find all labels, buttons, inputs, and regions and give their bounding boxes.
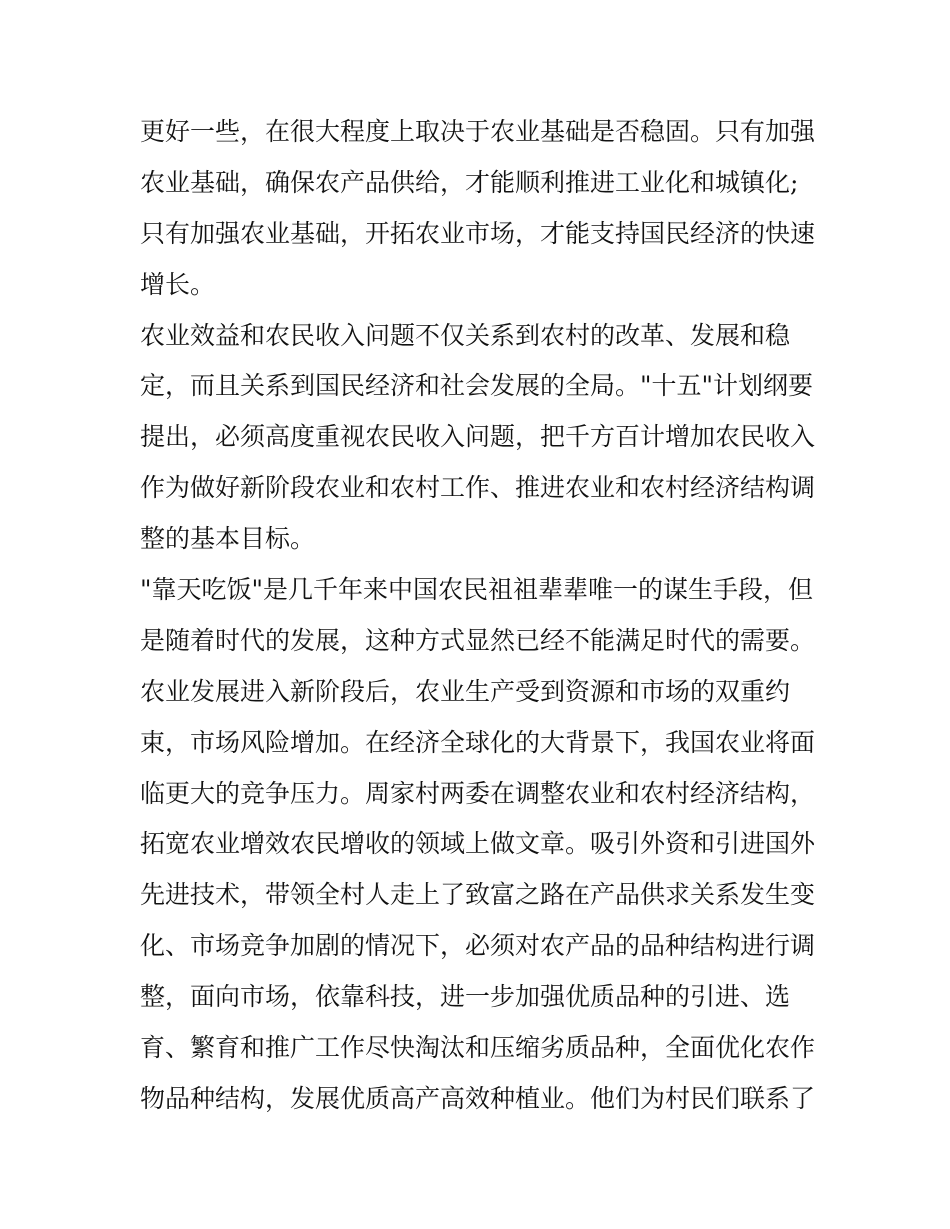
text-line: 物品种结构，发展优质高产高效种植业。他们为村民们联系了 [140, 1083, 816, 1113]
text-line: 化、市场竞争加剧的情况下，必须对农产品的品种结构进行调 [140, 931, 816, 961]
text-line: 定，而且关系到国民经济和社会发展的全局。"十五"计划纲要 [140, 371, 814, 401]
text-line: 农业发展进入新阶段后，农业生产受到资源和市场的双重约 [140, 676, 791, 706]
text-line: 增长。 [140, 269, 216, 299]
text-line: 更好一些，在很大程度上取决于农业基础是否稳固。只有加强 [140, 117, 816, 146]
text-line: 作为做好新阶段农业和农村工作、推进农业和农村经济结构调 [140, 473, 816, 503]
text-line: 整的基本目标。 [140, 524, 316, 554]
paragraph-3 [140, 565, 820, 1125]
text-line: 束，市场风险增加。在经济全球化的大背景下，我国农业将面 [140, 727, 816, 757]
text-line: 拓宽农业增效农民增收的领域上做文章。吸引外资和引进国外 [140, 829, 816, 859]
text-line: 临更大的竞争压力。周家村两委在调整农业和农村经济结构， [140, 778, 816, 808]
text-line: 是随着时代的发展，这种方式显然已经不能满足时代的需要。 [140, 625, 816, 655]
text-line: 提出，必须高度重视农民收入问题，把千方百计增加农民收入 [140, 422, 816, 452]
text-line: 只有加强农业基础，开拓农业市场，才能支持国民经济的快速 [140, 218, 816, 248]
text-line: 育、繁育和推广工作尽快淘汰和压缩劣质品种，全面优化农作 [140, 1033, 816, 1063]
text-line: 农业基础，确保农产品供给，才能顺利推进工业化和城镇化; [140, 167, 799, 197]
paragraph-1 [140, 107, 820, 311]
text-line: "靠天吃饭"是几千年来中国农民祖祖辈辈唯一的谋生手段，但 [140, 575, 814, 605]
text-line: 农业效益和农民收入问题不仅关系到农村的改革、发展和稳 [140, 320, 791, 350]
text-line: 先进技术，带领全村人走上了致富之路在产品供求关系发生变 [140, 880, 816, 910]
paragraph-2 [140, 311, 820, 565]
text-line: 整，面向市场，依靠科技，进一步加强优质品种的引进、选 [140, 982, 791, 1012]
document-page [140, 107, 820, 1125]
